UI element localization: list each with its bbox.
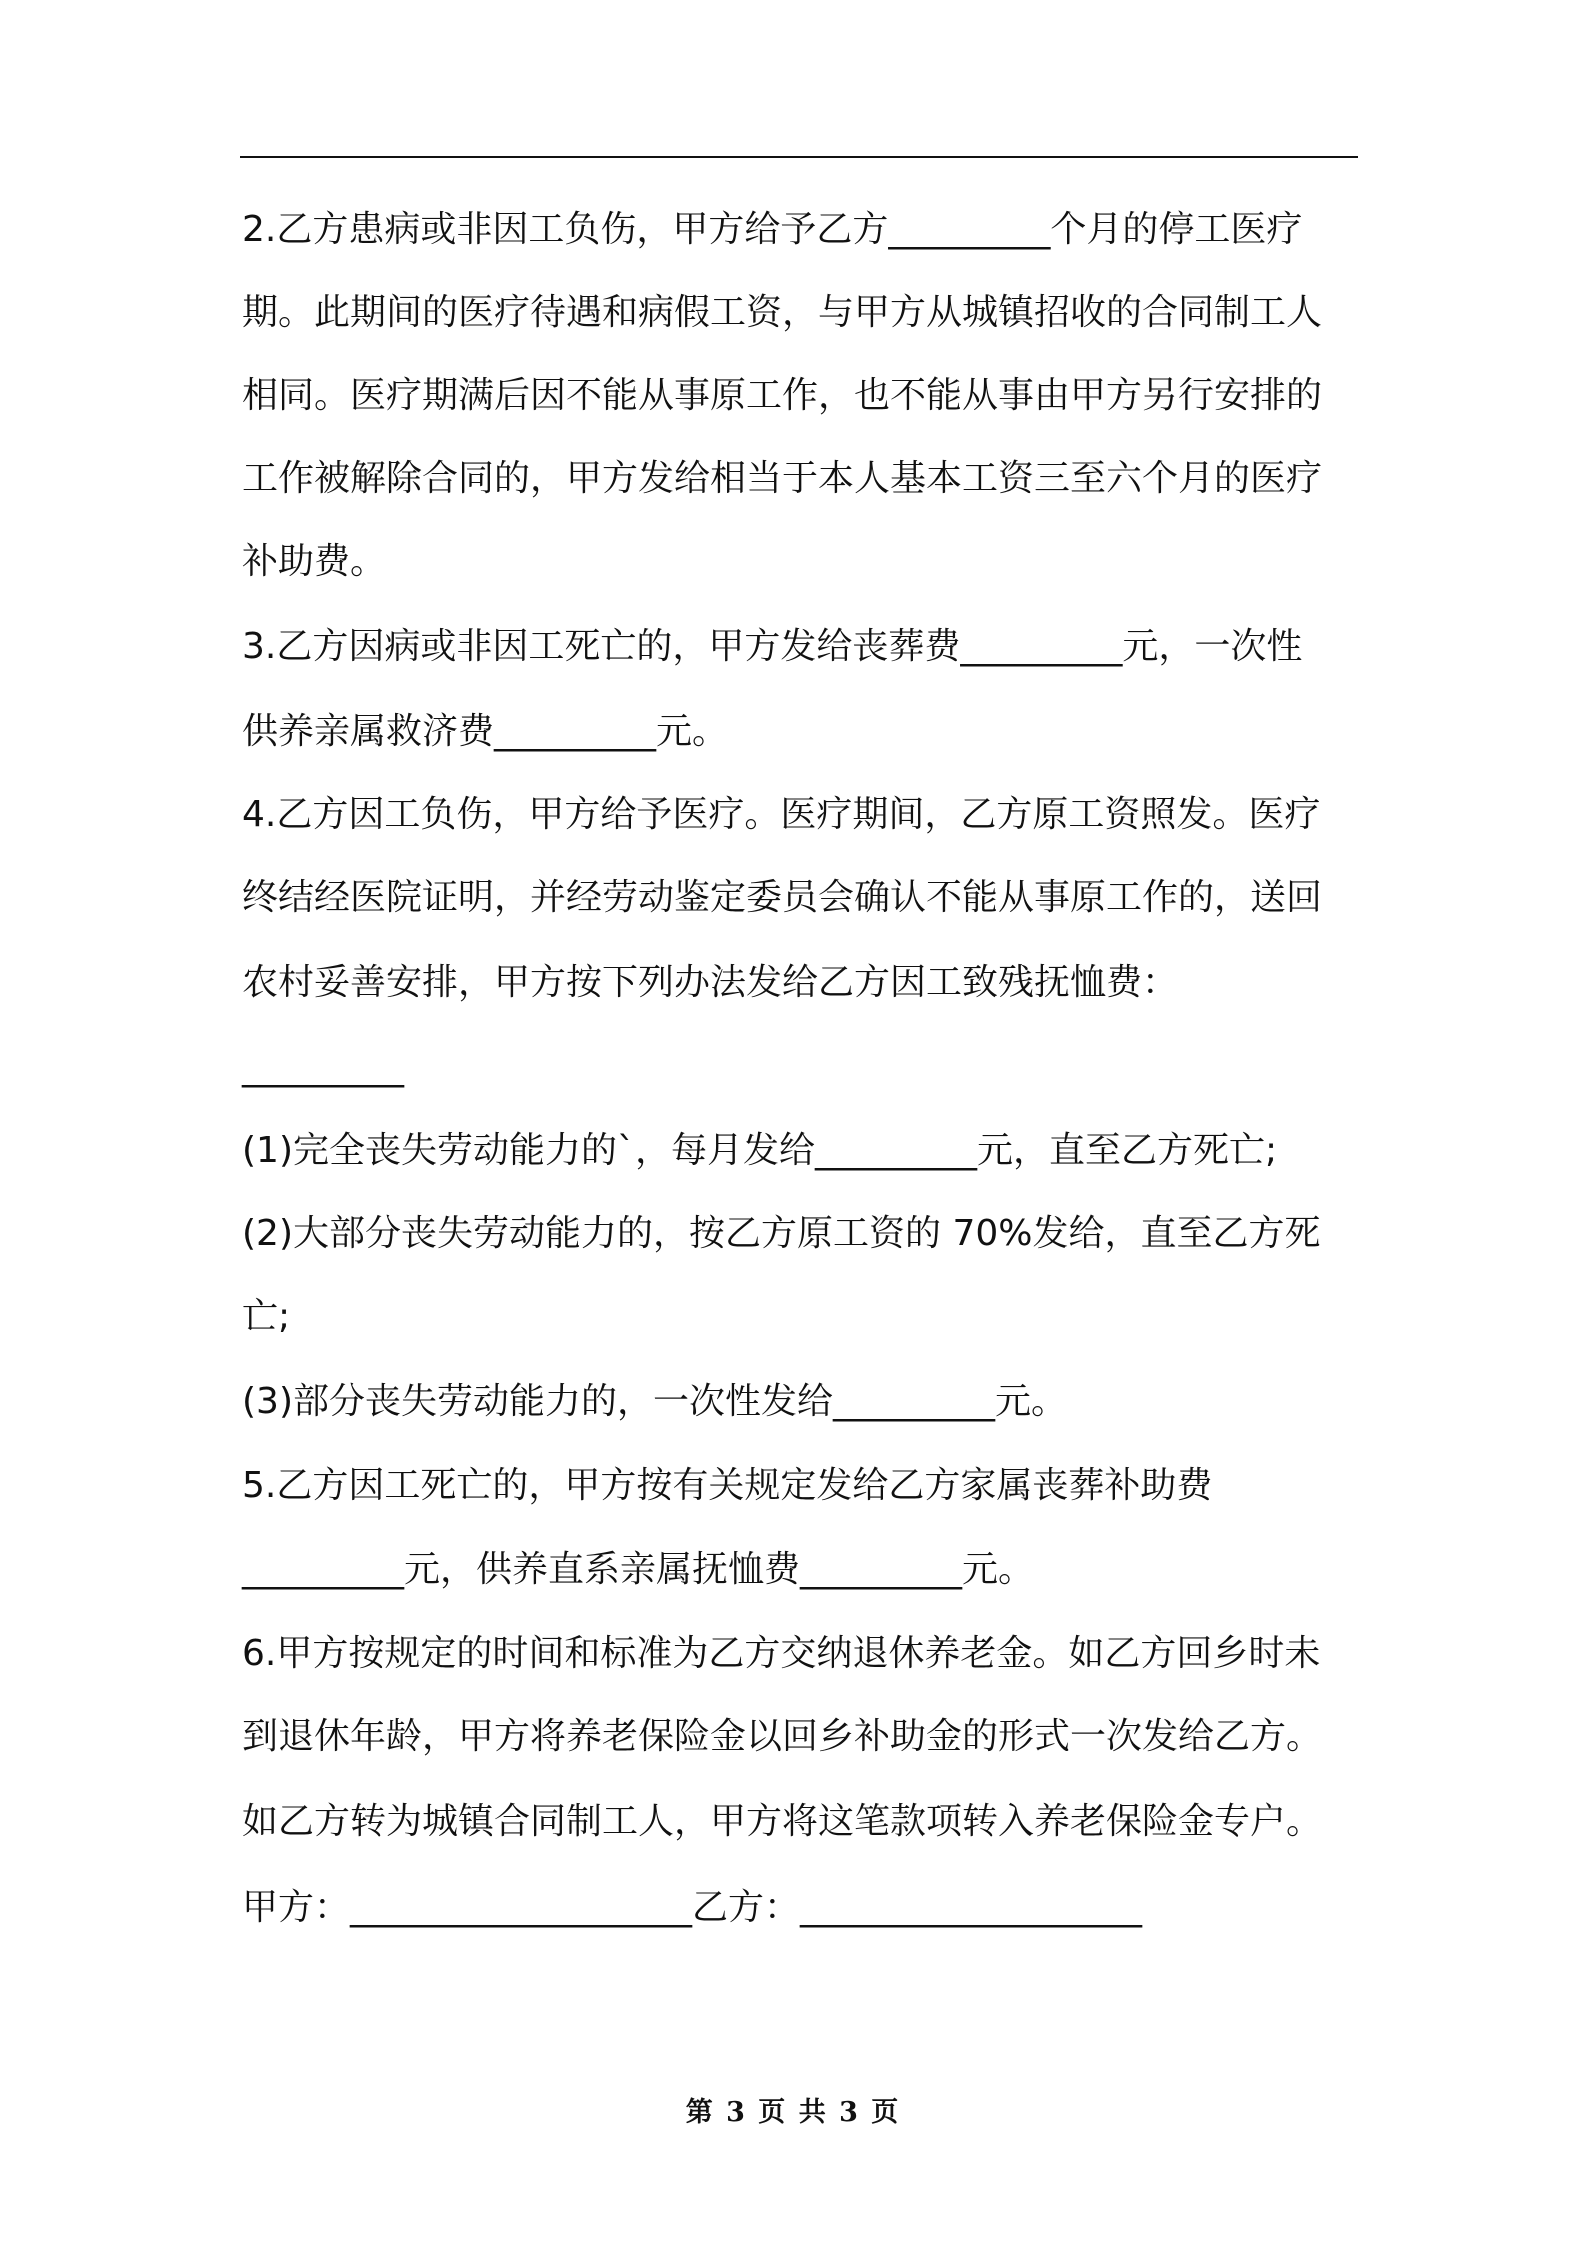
text-line-7: 供养亲属救济费_________元。 [242, 711, 729, 752]
text-line-8: 4.乙方因工负伤，甲方给予医疗。医疗期间，乙方原工资照发。医疗 [242, 794, 1321, 835]
signature-line: 甲方：___________________乙方：___________________ [242, 1887, 1143, 1928]
text-line-14: 亡; [242, 1296, 291, 1337]
text-line-20: 如乙方转为城镇合同制工人，甲方将这笔款项转入养老保险金专户。 [242, 1801, 1323, 1842]
text-line-19: 到退休年龄，甲方将养老保险金以回乡补助金的形式一次发给乙方。 [242, 1716, 1323, 1757]
text-line-2: 期。此期间的医疗待遇和病假工资，与甲方从城镇招收的合同制工人 [242, 292, 1323, 333]
text-line-16: 5.乙方因工死亡的，甲方按有关规定发给乙方家属丧葬补助费 [242, 1465, 1213, 1506]
text-line-11: _________ [242, 1047, 404, 1088]
text-line-3: 相同。医疗期满后因不能从事原工作，也不能从事由甲方另行安排的 [242, 375, 1323, 416]
text-line-15: (3)部分丧失劳动能力的，一次性发给_________元。 [242, 1381, 1067, 1422]
text-line-4: 工作被解除合同的，甲方发给相当于本人基本工资三至六个月的医疗 [242, 458, 1323, 499]
text-line-13: (2)大部分丧失劳动能力的，按乙方原工资的 70%发给，直至乙方死 [242, 1213, 1321, 1254]
text-line-6: 3.乙方因病或非因工死亡的，甲方发给丧葬费_________元，一次性 [242, 626, 1303, 667]
header-divider [240, 156, 1358, 158]
text-line-9: 终结经医院证明，并经劳动鉴定委员会确认不能从事原工作的，送回 [242, 877, 1323, 918]
text-line-17: _________元，供养直系亲属抚恤费_________元。 [242, 1549, 1035, 1590]
text-line-5: 补助费。 [242, 541, 387, 582]
text-line-18: 6.甲方按规定的时间和标准为乙方交纳退休养老金。如乙方回乡时未 [242, 1633, 1321, 1674]
text-line-1: 2.乙方患病或非因工负伤，甲方给予乙方_________个月的停工医疗 [242, 209, 1303, 250]
text-line-12: (1)完全丧失劳动能力的`，每月发给_________元，直至乙方死亡; [242, 1130, 1278, 1171]
text-line-10: 农村妥善安排，甲方按下列办法发给乙方因工致残抚恤费： [242, 962, 1179, 1003]
page-number-footer: 第 3 页 共 3 页 [685, 2097, 901, 2128]
